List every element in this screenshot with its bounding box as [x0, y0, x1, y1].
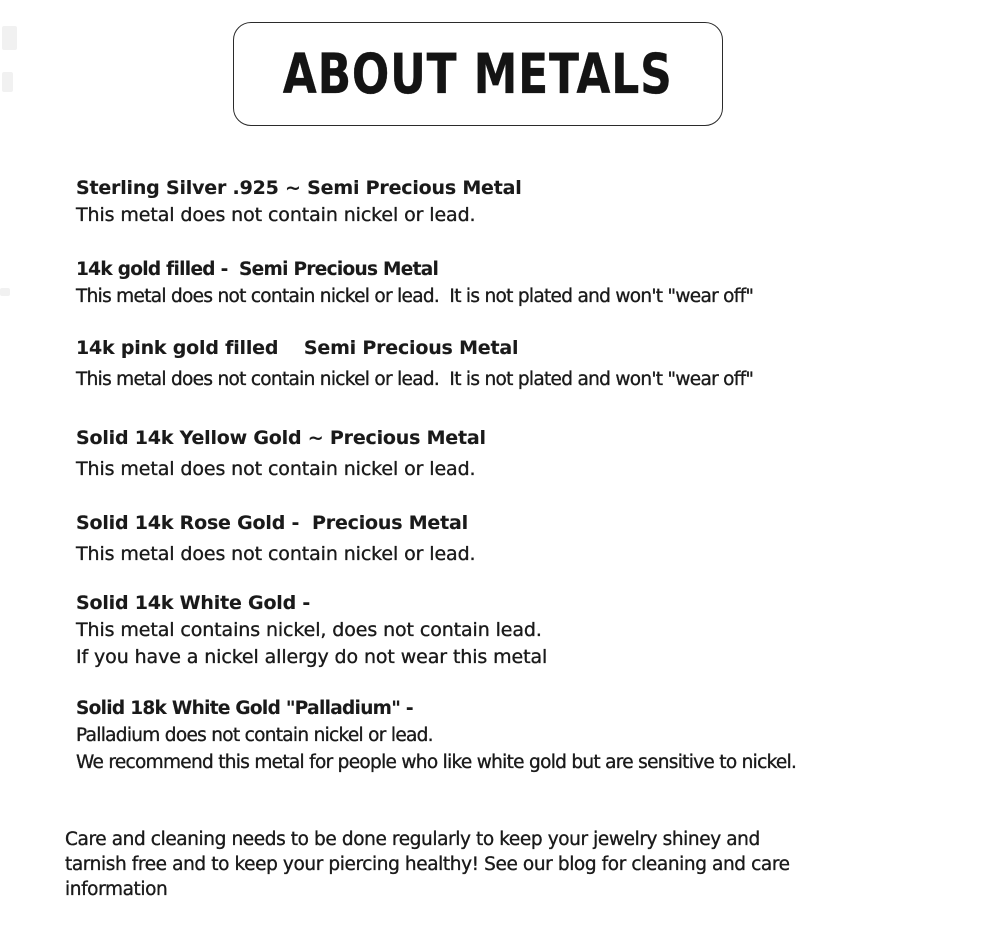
- section-text-line: If you have a nickel allergy do not wear this metal: [76, 646, 548, 668]
- care-and-cleaning-note: [65, 827, 790, 902]
- section-14k-pink-gold-filled: [76, 335, 753, 393]
- section-text-line: We recommend this metal for people who like white gold but are sensitive to nickel.: [76, 752, 797, 773]
- section-heading: Solid 18k White Gold "Palladium" -: [76, 698, 413, 719]
- scan-artifact: [2, 26, 17, 50]
- section-solid-14k-white-gold: [76, 590, 547, 671]
- section-text-line: This metal does not contain nickel or lead.: [76, 204, 476, 226]
- footer-text-line: information: [65, 879, 168, 900]
- section-14k-gold-filled: [76, 256, 753, 310]
- page-title: ABOUT METALS: [283, 42, 673, 106]
- section-text-line: This metal does not contain nickel or lead. It is not plated and won't "wear off": [76, 369, 754, 390]
- section-solid-14k-rose-gold: [76, 510, 476, 568]
- section-solid-14k-yellow-gold: [76, 425, 486, 483]
- section-heading: 14k gold filled - Semi Precious Metal: [76, 259, 439, 280]
- scan-artifact: [2, 72, 13, 92]
- section-text-line: This metal does not contain nickel or lead.: [76, 458, 476, 480]
- section-heading: Solid 14k Rose Gold - Precious Metal: [76, 512, 468, 534]
- title-box: [233, 22, 723, 126]
- footer-text-line: Care and cleaning needs to be done regularly to keep your jewelry shiney and: [65, 829, 760, 850]
- section-solid-18k-white-gold-palladium: [76, 695, 796, 776]
- section-heading: Sterling Silver .925 ~ Semi Precious Metal: [76, 177, 522, 199]
- section-text-line: This metal does not contain nickel or lead.: [76, 543, 476, 565]
- section-sterling-silver: [76, 175, 522, 229]
- section-heading: Solid 14k White Gold -: [76, 592, 311, 614]
- footer-text-line: tarnish free and to keep your piercing healthy! See our blog for cleaning and care: [65, 854, 790, 875]
- section-text-line: This metal does not contain nickel or lead. It is not plated and won't "wear off": [76, 286, 754, 307]
- section-text-line: This metal contains nickel, does not contain lead.: [76, 619, 542, 641]
- section-text-line: Palladium does not contain nickel or lead.: [76, 725, 433, 746]
- section-heading: 14k pink gold filled Semi Precious Metal: [76, 337, 519, 359]
- section-heading: Solid 14k Yellow Gold ~ Precious Metal: [76, 427, 486, 449]
- scan-artifact: [0, 288, 10, 296]
